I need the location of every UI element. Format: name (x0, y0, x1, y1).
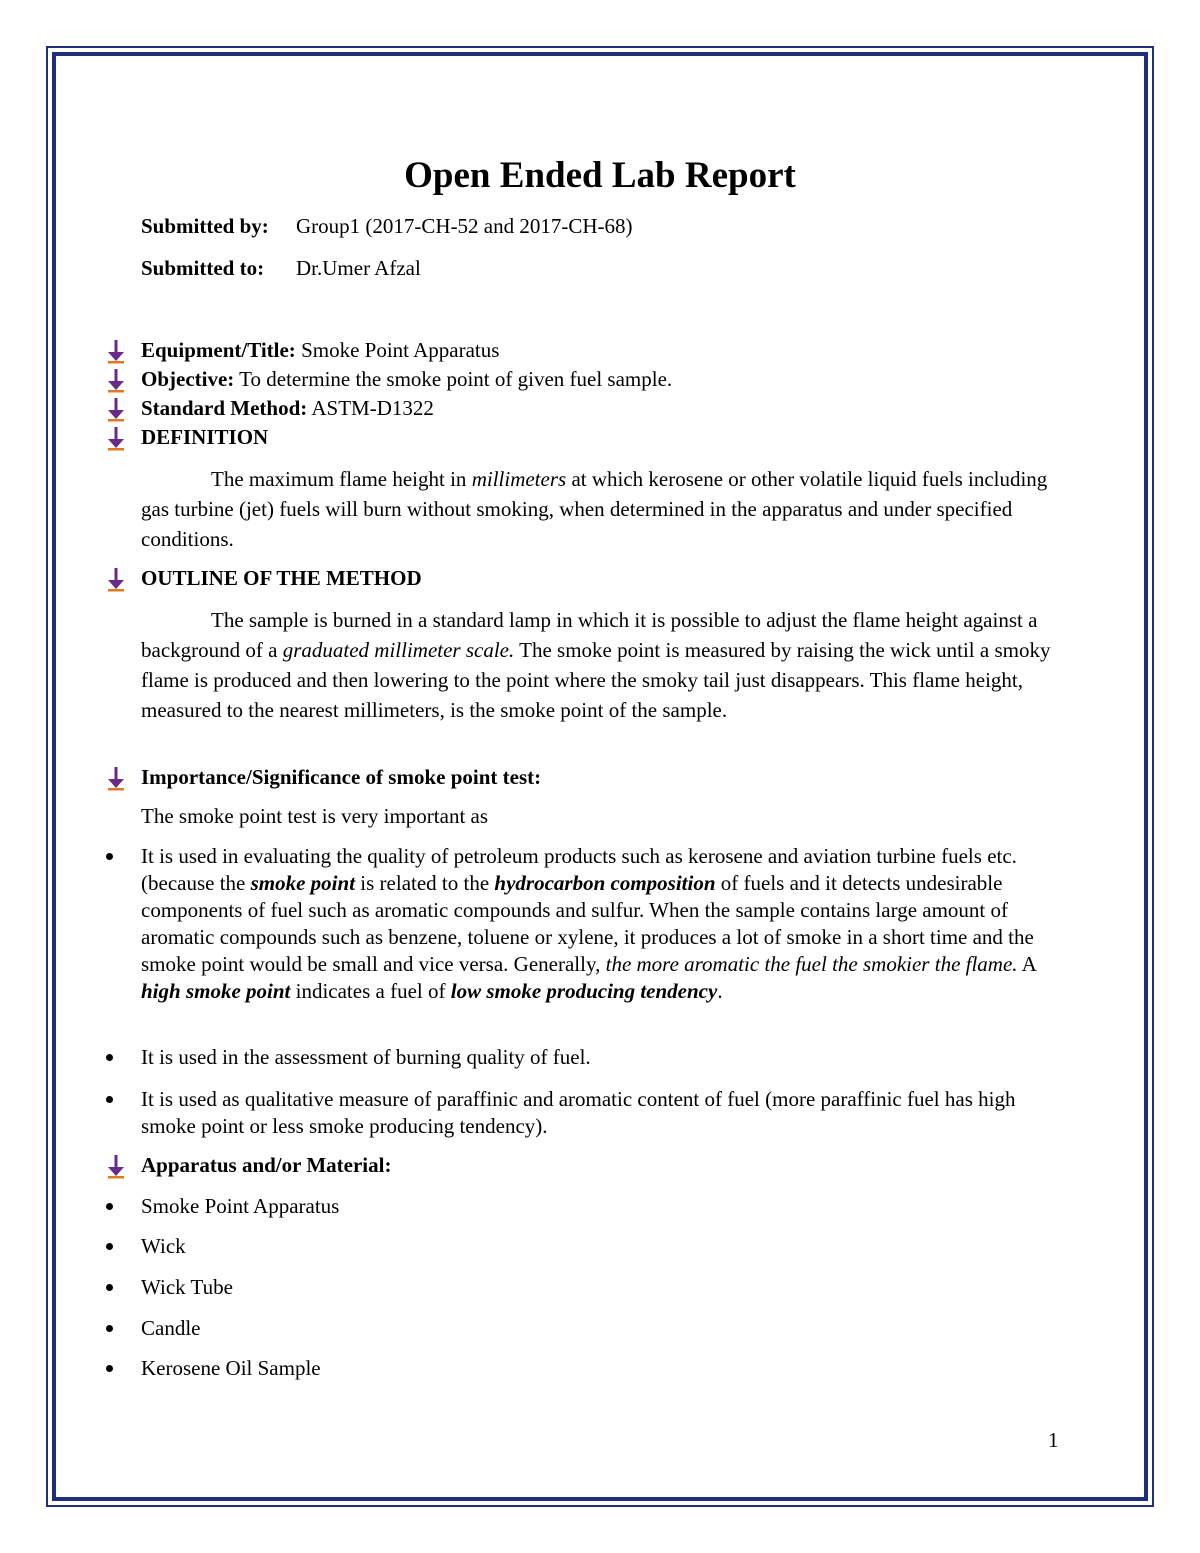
apparatus-item: Candle (141, 1316, 201, 1340)
down-arrow-bullet-icon (105, 338, 127, 364)
definition-heading: DEFINITION (141, 425, 269, 449)
apparatus-item: Wick Tube (141, 1275, 233, 1299)
bullet-dot (106, 1325, 113, 1332)
apparatus-item: Smoke Point Apparatus (141, 1194, 340, 1218)
down-arrow-bullet-icon (105, 765, 127, 791)
submitted-to-line (141, 256, 421, 281)
down-arrow-bullet-icon (105, 425, 127, 451)
objective-value: To determine the smoke point of given fuel sample. (234, 367, 673, 391)
objective-line (141, 365, 672, 393)
submitted-by-value: Group1 (2017-CH-52 and 2017-CH-68) (296, 214, 633, 238)
definition-paragraph: The maximum flame height in millimeters at which kerosene or other volatile liquid fuels including gas turbine (jet) fuels will burn without smoking, when determined in the apparatus and under specified conditions. (141, 467, 1048, 551)
outline-paragraph: The sample is burned in a standard lamp in which it is possible to adjust the flame height against a background of a graduated millimeter scale. The smoke point is measured by raising the wick until a smoky flame is produced and then lowering to the point where the smoky tail just disappears. This flame height, measured to the nearest millimeters, is the smoke point of the sample. (141, 608, 1051, 722)
objective-label: Objective: (141, 367, 235, 391)
importance-bullet-1: It is used in evaluating the quality of petroleum products such as kerosene and aviation turbine fuels etc. (because the smoke point is related to the hydrocarbon composition of fuels and it detects undesirable components of fuel such as aromatic compounds and sulfur. When the sample contains large amount of aromatic compounds such as benzene, toluene or xylene, it produces a lot of smoke in a short time and the smoke point would be small and vice versa. Generally, the more aromatic the fuel the smokier the flame. A high smoke point indicates a fuel of low smoke producing tendency. (141, 844, 1036, 1003)
submitted-to-value: Dr.Umer Afzal (296, 256, 421, 280)
submitted-to-label: Submitted to: (141, 256, 265, 280)
equipment-value: Smoke Point Apparatus (295, 338, 500, 362)
down-arrow-bullet-icon (105, 367, 127, 393)
bullet-dot (106, 1054, 113, 1061)
bullet-dot (106, 1096, 113, 1103)
standard-method-label: Standard Method: (141, 396, 308, 420)
importance-bullet-3: It is used as qualitative measure of paraffinic and aromatic content of fuel (more paraffinic fuel has high smoke point or less smoke producing tendency). (141, 1087, 1016, 1138)
apparatus-heading: Apparatus and/or Material: (141, 1153, 392, 1177)
down-arrow-bullet-icon (105, 566, 127, 592)
down-arrow-bullet-icon (105, 1153, 127, 1179)
bullet-dot (106, 853, 113, 860)
outline-emphasis: graduated millimeter scale. (282, 638, 515, 662)
down-arrow-bullet-icon (105, 396, 127, 422)
page-number: 1 (1048, 1428, 1059, 1452)
importance-heading: Importance/Significance of smoke point test: (141, 765, 542, 789)
page-title: Open Ended Lab Report (404, 155, 796, 196)
apparatus-item: Wick (141, 1234, 186, 1258)
submitted-by-label: Submitted by: (141, 214, 269, 238)
standard-method-value: ASTM-D1322 (307, 396, 434, 420)
outline-heading: OUTLINE OF THE METHOD (141, 566, 422, 590)
standard-method-line (141, 394, 434, 422)
apparatus-item: Kerosene Oil Sample (141, 1356, 321, 1380)
importance-bullet-2: It is used in the assessment of burning quality of fuel. (141, 1045, 591, 1069)
equipment-line (141, 336, 499, 364)
bullet-dot (106, 1284, 113, 1291)
equipment-label: Equipment/Title: (141, 338, 296, 362)
importance-intro: The smoke point test is very important as (141, 804, 489, 828)
bullet-dot (106, 1203, 113, 1210)
bullet-dot (106, 1243, 113, 1250)
definition-emphasis: millimeters (471, 467, 567, 491)
submitted-by-line (141, 214, 633, 239)
bullet-dot (106, 1365, 113, 1372)
